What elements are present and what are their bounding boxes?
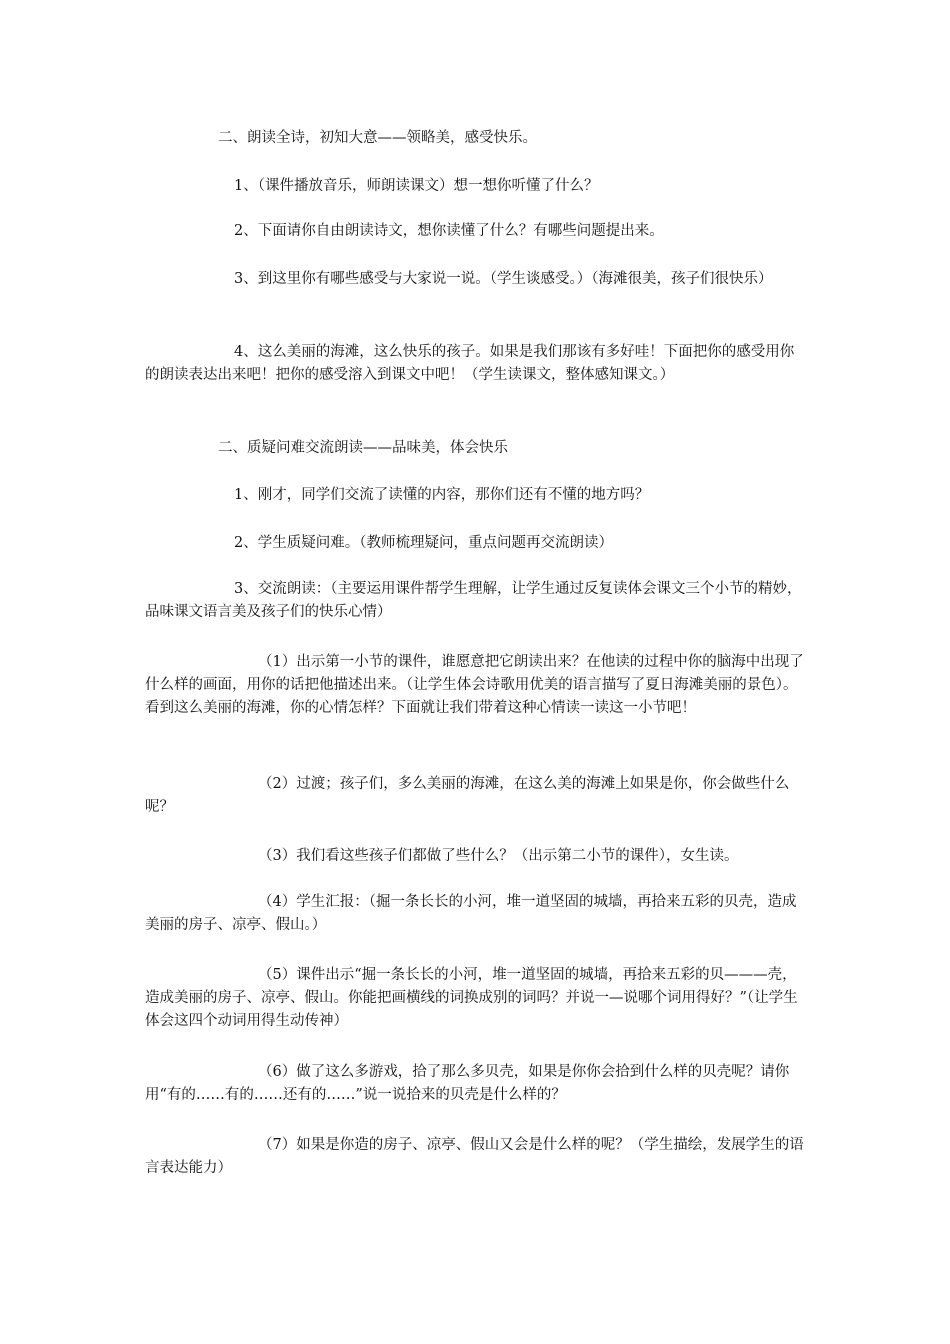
paragraph: （6）做了这么多游戏，拾了那么多贝壳，如果是你你会拾到什么样的贝壳呢？请你用“有的……有的……还有的……”说一说拾来的贝壳是什么样的？	[145, 1064, 790, 1103]
paragraph: 3、交流朗读：（主要运用课件帮学生理解，让学生通过反复读体会课文三个小节的精妙，品味课文语言美及孩子们的快乐心情）	[145, 581, 802, 620]
paragraph: （1）出示第一小节的课件，谁愿意把它朗读出来？在他读的过程中你的脑海中出现了什么样的画面，用你的话把他描述出来。（让学生体会诗歌用优美的语言描写了夏日海滩美丽的景色）。看到这么美丽的海滩，你的心情怎样？下面就让我们带着这种心情读一读这一小节吧！	[145, 654, 804, 716]
paragraph: 1、刚才，同学们交流了读懂的内容，那你们还有不懂的地方吗？	[234, 487, 650, 503]
paragraph: 2、学生质疑问难。（教师梳理疑问，重点问题再交流朗读）	[234, 535, 613, 551]
paragraph: 1、（课件播放音乐，师朗读课文）想一想你听懂了什么？	[234, 178, 599, 194]
paragraph: （2）过渡；孩子们，多么美丽的海滩，在这么美的海滩上如果是你，你会做些什么呢？	[145, 776, 790, 815]
section-heading-2: 二、质疑问难交流朗读——品味美，体会快乐	[218, 440, 508, 456]
paragraph: （7）如果是你造的房子、凉亭、假山又会是什么样的呢？（学生描绘，发展学生的语言表达能力）	[145, 1137, 804, 1176]
paragraph: （3）我们看这些孩子们都做了些什么？（出示第二小节的课件），女生读。	[258, 848, 739, 864]
paragraph: （4）学生汇报：（掘一条长长的小河，堆一道坚固的城墙，再拾来五彩的贝壳，造成美丽的房子、凉亭、假山。）	[145, 894, 797, 933]
paragraph: （5）课件出示“掘一条长长的小河，堆一道坚固的城墙，再拾来五彩的贝———壳，造成美丽的房子、凉亭、假山。你能把画横线的词换成别的词吗？并说一—说哪个词用得好？”（让学生体会这四个动词用得生动传神）	[145, 967, 798, 1029]
paragraph: 2、下面请你自由朗读诗文，想你读懂了什么？有哪些问题提出来。	[234, 223, 664, 239]
section-heading-1: 二、朗读全诗，初知大意——领略美，感受快乐。	[218, 130, 537, 146]
paragraph: 4、这么美丽的海滩，这么快乐的孩子。如果是我们那该有多好哇！下面把你的感受用你的朗读表达出来吧！把你的感受溶入到课文中吧！（学生读课文，整体感知课文。）	[145, 344, 795, 383]
paragraph: 3、到这里你有哪些感受与大家说一说。（学生谈感受。）（海滩很美，孩子们很快乐）	[234, 271, 773, 287]
